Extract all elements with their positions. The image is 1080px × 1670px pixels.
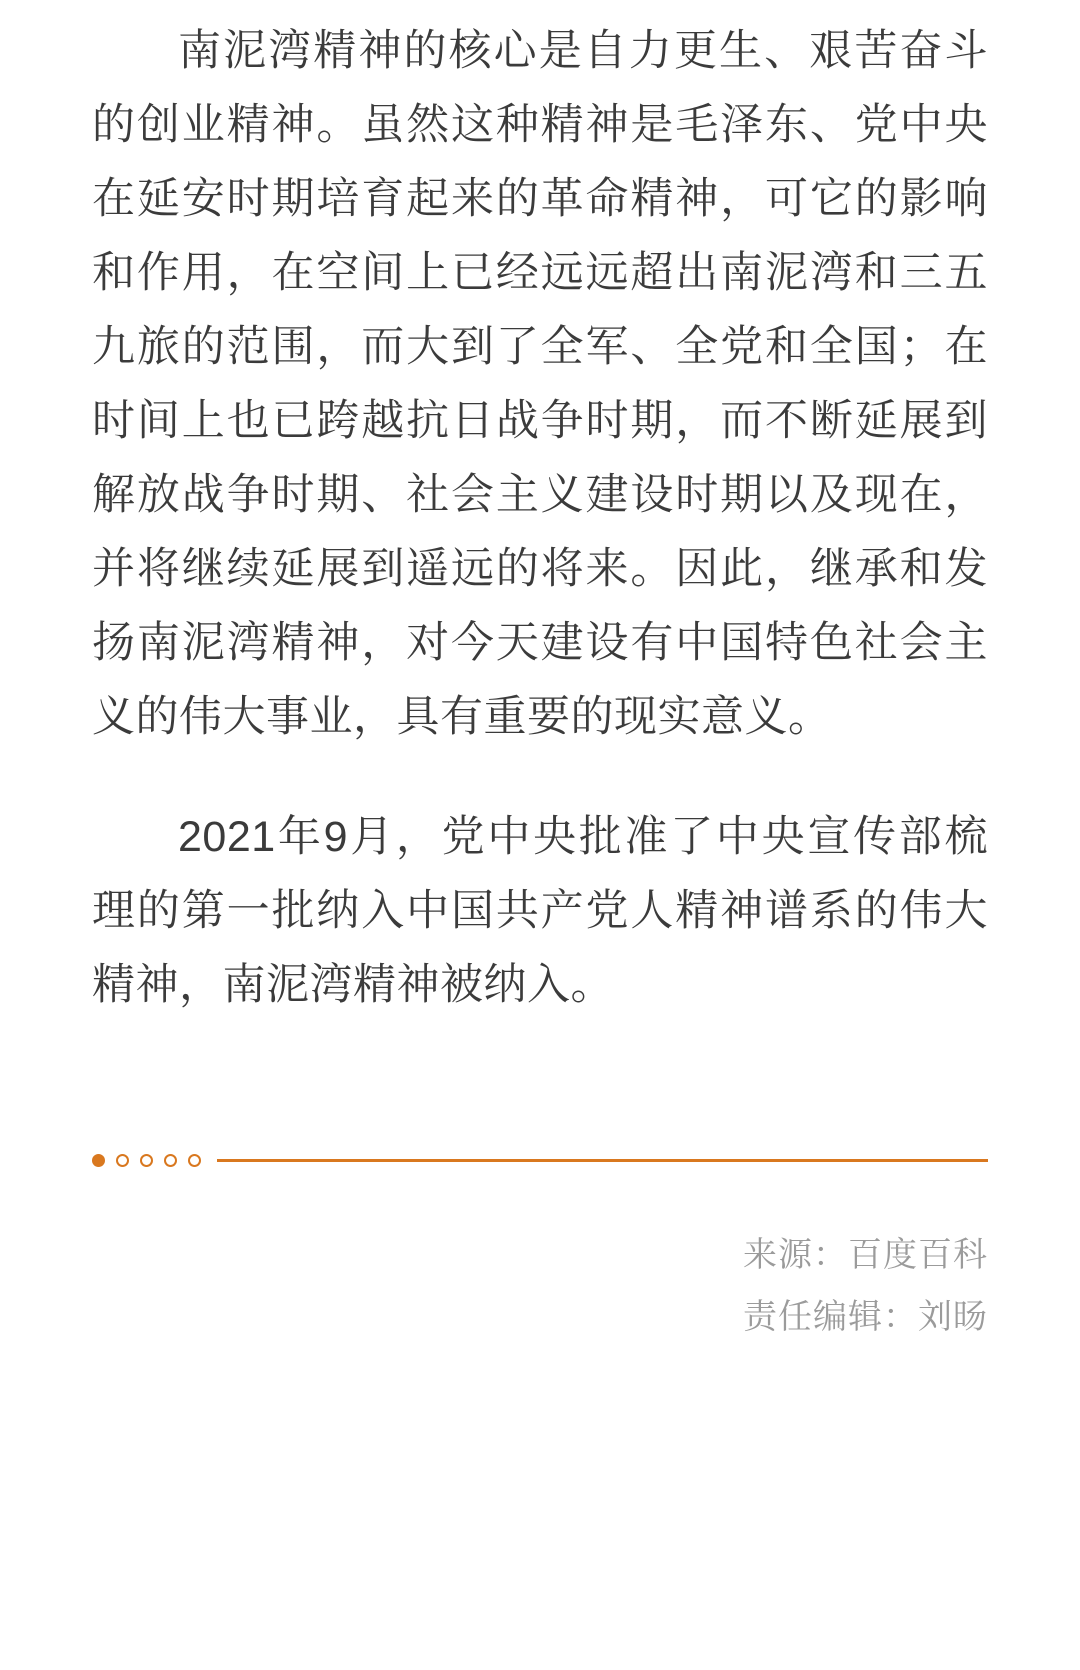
divider-dot-icon — [140, 1154, 153, 1167]
divider-dot-icon — [92, 1154, 105, 1167]
divider-dot-icon — [188, 1154, 201, 1167]
section-divider — [0, 1150, 1080, 1170]
divider-line — [217, 1159, 988, 1162]
bottom-spacer — [0, 1348, 1080, 1528]
divider-dots — [92, 1154, 201, 1167]
divider-dot-icon — [116, 1154, 129, 1167]
article-meta — [0, 1224, 1080, 1348]
article-editor: 责任编辑：刘旸 — [743, 1298, 988, 1336]
divider-dot-icon — [164, 1154, 177, 1167]
article-source: 来源：百度百科 — [743, 1236, 988, 1274]
article-paragraph: 2021年9月，党中央批准了中央宣传部梳理的第一批纳入中国共产党人精神谱系的伟大精神，南泥湾精神被纳入。 — [92, 813, 988, 1009]
article-paragraph: 南泥湾精神的核心是自力更生、艰苦奋斗的创业精神。虽然这种精神是毛泽东、党中央在延安时期培育起来的革命精神，可它的影响和作用，在空间上已经远远超出南泥湾和三五九旅的范围，而大到了全军、全党和全国；在时间上也已跨越抗日战争时期，而不断延展到解放战争时期、社会主义建设时期以及现在，并将继续延展到遥远的将来。因此，继承和发扬南泥湾精神，对今天建设有中国特色社会主义的伟大事业，具有重要的现实意义。 — [92, 27, 988, 741]
